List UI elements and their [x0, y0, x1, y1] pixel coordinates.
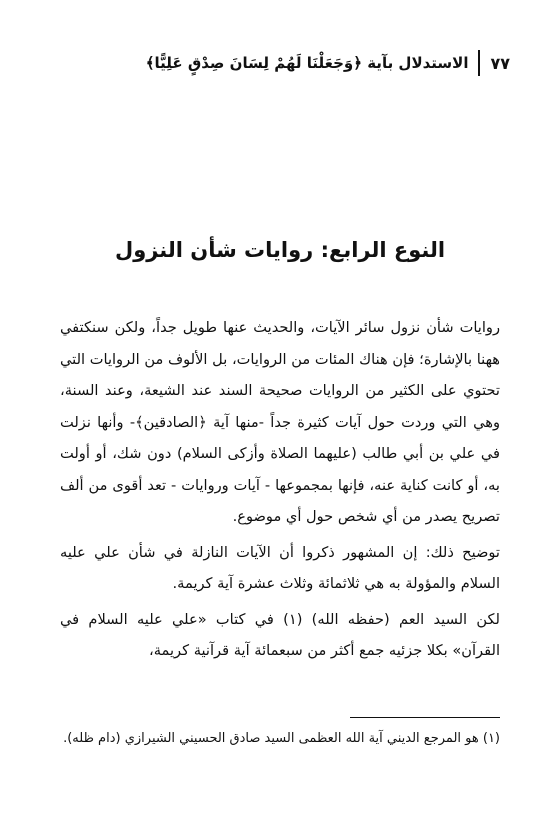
header-divider — [478, 50, 480, 76]
page-number: ٧٧ — [490, 53, 510, 73]
chapter-title: النوع الرابع: روايات شأن النزول — [114, 238, 446, 262]
paragraph-3: لكن السيد العم (حفظه الله) (١) في كتاب «علي عليه السلام في القرآن» بكلا جزئيه جمع أكثر من سبعمائة آية قرآنية كريمة، — [60, 610, 500, 659]
footnote: (١) هو المرجع الديني آية الله العظمى السيد صادق الحسيني الشيرازي (دام ظله). — [63, 731, 500, 746]
page-header — [60, 46, 510, 80]
paragraph-2: توضيح ذلك: إن المشهور ذكروا أن الآيات النازلة في شأن علي عليه السلام والمؤولة به هي ثلاثمائة وثلاث عشرة آية كريمة. — [60, 543, 500, 592]
body-text — [60, 312, 500, 667]
running-title: الاستدلال بآية ﴿وَجَعَلْنَا لَهُمْ لِسَانَ صِدْقٍ عَلِيًّا﴾ — [145, 54, 469, 72]
footnote-divider — [350, 717, 500, 718]
paragraph-1: روايات شأن نزول سائر الآيات، والحديث عنها طويل جداً، ولكن سنكتفي ههنا بالإشارة؛ فإن هناك المئات من الروايات، بل الألوف من الروايات التي تحتوي على الكثير من الروايات صحيحة السند عند الشيعة، وعند السنة، وهي التي وردت حول آيات كثيرة جداً -منها آية ﴿الصادقين﴾- وأنها نزلت في علي بن أبي طالب (عليهما الصلاة وأزكى السلام) دون شك، أو أولت به، أو كانت كناية عنه، فإنها بمجموعها - آيات وروايات - تعد أقوى من ألف تصريح يصدر من أي شخص حول أي موضوع. — [60, 319, 500, 525]
